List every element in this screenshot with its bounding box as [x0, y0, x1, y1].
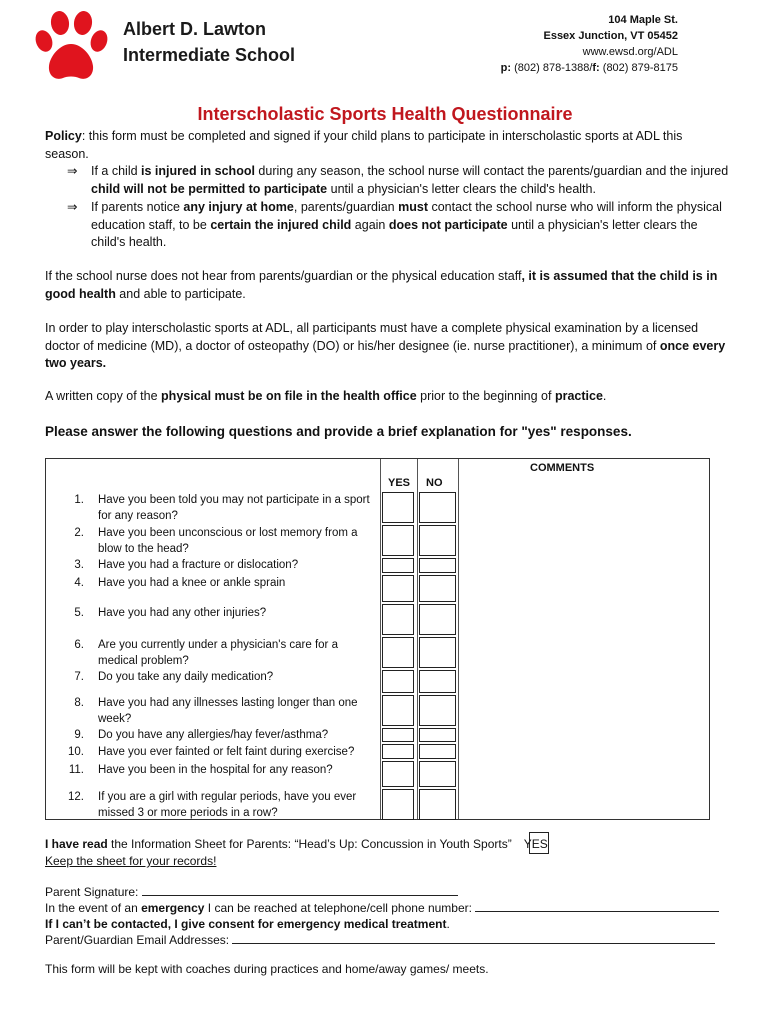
concussion-yes-checkbox[interactable]: [529, 832, 549, 854]
page-title: Interscholastic Sports Health Questionnaire: [197, 104, 573, 124]
question-number: 10.: [68, 746, 84, 758]
policy-bullet-2: ⇒ If parents notice any injury at home, parents/guardian must contact the school nurse who will inform the physical education staff, to be certain the injured child again does not participate until a physician's letter clears the child's health.: [67, 200, 722, 249]
yes-checkbox[interactable]: [382, 575, 414, 602]
question-label: Have you ever fainted or felt faint during exercise?: [98, 746, 355, 758]
question-number: 5.: [74, 607, 84, 619]
comments-field[interactable]: [459, 524, 709, 557]
policy-paragraph: Policy: this form must be completed and signed if your child plans to participate in interscholastic sports at ADL this season.: [45, 129, 683, 161]
question-number: 3.: [74, 559, 84, 571]
question-number: 4.: [74, 577, 84, 589]
emergency-phone-field[interactable]: [475, 901, 719, 912]
no-checkbox[interactable]: [419, 604, 456, 635]
comments-field[interactable]: [459, 574, 709, 603]
yes-checkbox[interactable]: [382, 728, 414, 742]
school-logo: [30, 8, 112, 86]
signature-section: Parent Signature: In the event of an emergency I can be reached at telephone/cell phone number: If I can’t be contacted, I give consent for emergency medical treatment. Parent/Guardian Email Addresses:: [45, 884, 719, 948]
question-number: 9.: [74, 729, 84, 741]
comments-field[interactable]: [459, 603, 709, 636]
column-divider: [417, 459, 418, 819]
yes-checkbox[interactable]: [382, 525, 414, 556]
parent-signature-field[interactable]: [142, 885, 458, 896]
question-label: Have you had any illnesses lasting longer than one week?: [98, 697, 358, 725]
question-label: Do you take any daily medication?: [98, 671, 274, 683]
no-checkbox[interactable]: [419, 575, 456, 602]
email-field[interactable]: [232, 933, 715, 944]
no-checkbox[interactable]: [419, 525, 456, 556]
physical-on-file-paragraph: A written copy of the physical must be on file in the health office prior to the beginning of practice.: [45, 389, 607, 403]
yes-checkbox[interactable]: [382, 492, 414, 523]
yes-checkbox[interactable]: [382, 604, 414, 635]
comments-field[interactable]: [459, 491, 709, 524]
keep-sheet-note: Keep the sheet for your records!: [45, 854, 217, 868]
no-checkbox[interactable]: [419, 761, 456, 787]
no-checkbox[interactable]: [419, 695, 456, 726]
comments-field[interactable]: [459, 694, 709, 727]
address-city: Essex Junction, VT 05452: [543, 30, 678, 42]
health-assumption-paragraph: If the school nurse does not hear from parents/guardian or the physical education staff, it is assumed that the child is in good health and able to participate.: [45, 269, 718, 301]
phone-fax: p: (802) 878-1388/f: (802) 879-8175: [500, 62, 678, 74]
no-checkbox[interactable]: [419, 670, 456, 693]
concussion-acknowledgement: I have read the Information Sheet for Parents: “Head’s Up: Concussion in Youth Sports” YES Keep the sheet for your records!: [45, 837, 548, 868]
arrow-icon: ⇒: [67, 200, 78, 214]
questions-heading: Please answer the following questions and provide a brief explanation for "yes" responses.: [45, 424, 632, 439]
health-questions-table: [45, 458, 710, 820]
address-street: 104 Maple St.: [608, 14, 678, 26]
question-label: Do you have any allergies/hay fever/asthma?: [98, 729, 329, 741]
no-checkbox[interactable]: [419, 637, 456, 668]
question-number: 2.: [74, 527, 84, 539]
comments-field[interactable]: [459, 636, 709, 669]
school-name: [123, 16, 295, 68]
question-number: 12.: [68, 791, 84, 803]
comments-field[interactable]: [459, 788, 709, 821]
arrow-icon: ⇒: [67, 164, 78, 178]
school-name-line2: Intermediate School: [123, 45, 296, 65]
footer-note: This form will be kept with coaches during practices and home/away games/ meets.: [45, 962, 489, 976]
question-number: 7.: [74, 671, 84, 683]
column-yes-header: YES: [388, 477, 411, 489]
question-label: Have you been unconscious or lost memory from a blow to the head?: [98, 527, 358, 555]
physical-exam-paragraph: In order to play interscholastic sports at ADL, all participants must have a complete physical examination by a licensed doctor of medicine (MD), a doctor of osteopathy (DO) or his/her designee (ie. nurse practitioner), a minimum of once every two years.: [45, 321, 726, 370]
comments-field[interactable]: [459, 669, 709, 694]
comments-field[interactable]: [459, 760, 709, 788]
column-comments-header: COMMENTS: [530, 462, 595, 474]
no-checkbox[interactable]: [419, 558, 456, 573]
concussion-yes-label: YES: [523, 837, 548, 851]
question-label: Have you had any other injuries?: [98, 607, 267, 619]
yes-checkbox[interactable]: [382, 670, 414, 693]
no-checkbox[interactable]: [419, 744, 456, 759]
yes-checkbox[interactable]: [382, 761, 414, 787]
policy-bullet-1: ⇒ If a child is injured in school during any season, the school nurse will contact the parents/guardian and the injured child will not be permitted to participate until a physician's letter clears the child's health.: [67, 164, 729, 196]
yes-checkbox[interactable]: [382, 637, 414, 668]
question-number: 11.: [68, 764, 84, 776]
paw-print-icon: [30, 8, 112, 86]
comments-field[interactable]: [459, 727, 709, 743]
question-label: Have you been told you may not participate in a sport for any reason?: [98, 494, 370, 522]
question-number: 1.: [74, 494, 84, 506]
yes-checkbox[interactable]: [382, 695, 414, 726]
school-address: [418, 12, 678, 76]
no-checkbox[interactable]: [419, 789, 456, 820]
yes-checkbox[interactable]: [382, 558, 414, 573]
question-number: 6.: [74, 639, 84, 651]
question-number: 8.: [74, 697, 84, 709]
website: www.ewsd.org/ADL: [582, 46, 678, 58]
comments-field[interactable]: [459, 743, 709, 760]
no-checkbox[interactable]: [419, 728, 456, 742]
question-label: If you are a girl with regular periods, have you ever missed 3 or more periods in a row?: [98, 791, 357, 819]
column-no-header: NO: [426, 477, 443, 489]
question-label: Have you had a knee or ankle sprain: [98, 577, 286, 589]
parent-signature-label: Parent Signature:: [45, 885, 142, 899]
no-checkbox[interactable]: [419, 492, 456, 523]
question-label: Have you been in the hospital for any reason?: [98, 764, 333, 776]
email-label: Parent/Guardian Email Addresses:: [45, 933, 233, 947]
yes-checkbox[interactable]: [382, 744, 414, 759]
school-name-line1: Albert D. Lawton: [123, 19, 266, 39]
yes-checkbox[interactable]: [382, 789, 414, 820]
comments-field[interactable]: [459, 557, 709, 574]
column-divider: [380, 459, 381, 819]
question-label: Are you currently under a physician's care for a medical problem?: [98, 639, 338, 667]
question-label: Have you had a fracture or dislocation?: [98, 559, 299, 571]
